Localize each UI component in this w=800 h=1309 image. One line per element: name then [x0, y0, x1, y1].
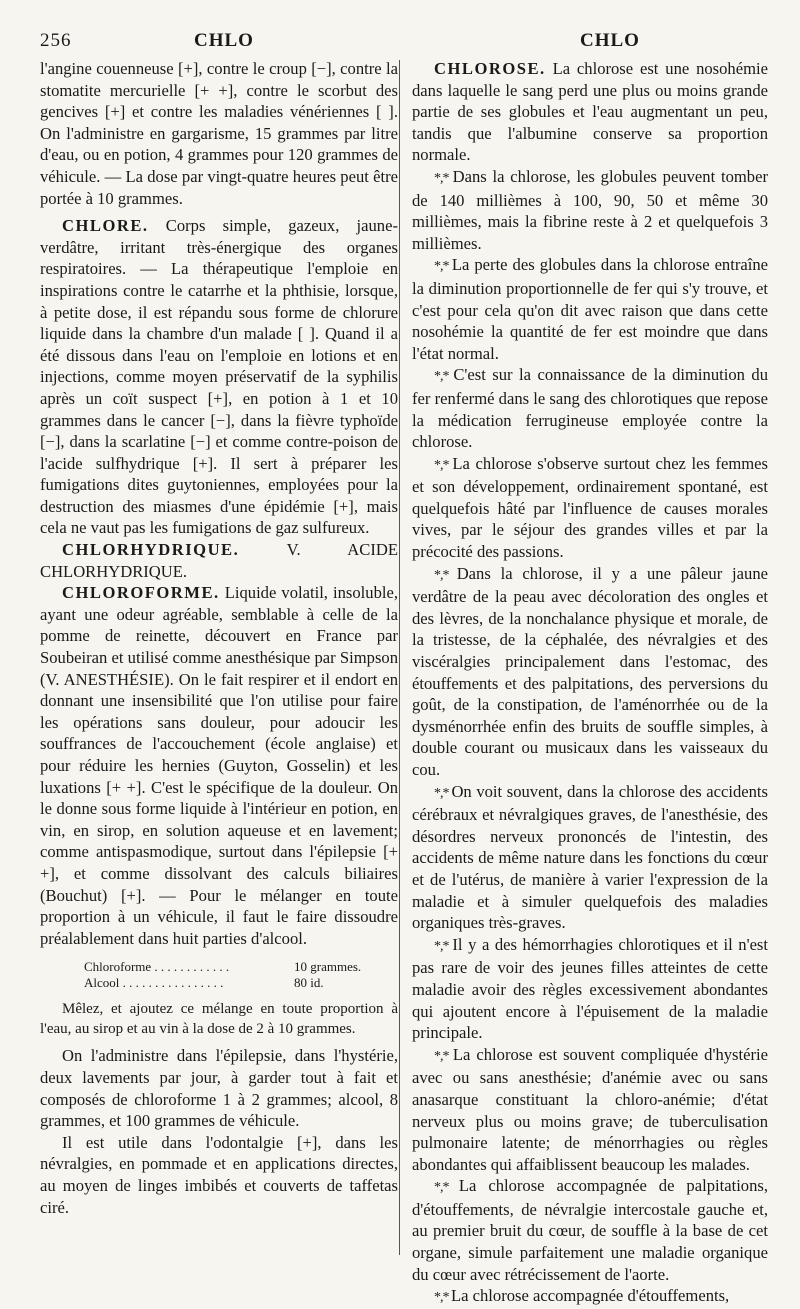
asterism-icon: *,* [434, 1048, 453, 1064]
asterism-icon: *,* [434, 785, 452, 801]
paragraph-text: Il y a des hémorrhagies chlorotiques et il n'est pas rare de voir des jeunes filles atteintes de cette maladie avoir des règles excessivement abondantes qui ajoutent encore à l'épuisement de la maladie principale. [412, 934, 769, 1043]
entry-heading: CHLORE. [62, 216, 149, 236]
paragraph-text: Dans la chlorose, il y a une pâleur jaune verdâtre de la peau avec décoloration des ongles et des lèvres, de la nonchalance physique et morale, de la tristesse, de la céphalée, des névralgies et des viscéralgies principalement dans l'estomac, des étouffements et des palpitations, des perversions du goût, de la constipation, de l'aménorrhée ou de la dysménorrhée enfin des bruits de souffle simples, à double courant ou musicaux dans les vaisseaux du cou. [412, 563, 768, 779]
entry-heading: CHLOROFORME. [62, 583, 220, 603]
recipe-quantity: 10 grammes. [294, 959, 362, 975]
paragraph-text: On voit souvent, dans la chlorose des accidents cérébraux et névralgiques graves, de l'anesthésie, des désordres nerveux prononcés de l'intestin, des accidents de même nature dans les fonctions du cœur et de l'utérus, de manière à varier l'expression de la maladie et à simuler quelquefois des maladies organiques très-graves. [412, 781, 768, 933]
column-divider [399, 60, 400, 1255]
recipe-instructions: Mêlez, et ajoutez ce mélange en toute proportion à l'eau, au sirop et au vin à la dose de 2 à 10 grammes. [40, 1001, 398, 1038]
entry-chlorose [412, 58, 768, 166]
entry-heading: CHLOROSE. [434, 59, 546, 78]
chlorose-paragraph [412, 781, 768, 934]
chlorose-paragraph [412, 934, 768, 1044]
asterism-icon: *,* [434, 1290, 451, 1306]
recipe-line [84, 975, 398, 991]
paragraph-text: La chlorose accompagnée d'étouffements, [451, 1286, 730, 1306]
chlorose-paragraph [412, 1175, 768, 1285]
page-header [0, 30, 800, 60]
asterism-icon: *,* [434, 170, 453, 186]
page-number: 256 [40, 30, 72, 51]
entry-heading: CHLORHYDRIQUE. [62, 540, 240, 560]
entry-body: V. ACIDE CHLORHYDRIQUE. [40, 540, 398, 581]
paragraph: On l'administre dans l'épilepsie, dans l'hystérie, deux lavements par jour, à garder tout à fait et composés de chloroforme 1 à 2 grammes; alcool, 8 grammes, et 100 grammes de véhicule. [40, 1046, 398, 1131]
right-column [412, 58, 768, 1309]
asterism-icon: *,* [434, 369, 454, 385]
entry-body: La chlorose est une nosohémie dans laquelle le sang perd une plus ou moins grande partie de ses globules et l'eau augmentant un peu, tandis que l'albumine conserve sa proportion normale. [412, 59, 768, 165]
asterism-icon: *,* [434, 259, 452, 275]
chlorose-paragraph [412, 254, 768, 364]
entry-chloroforme [40, 582, 398, 949]
chlorose-paragraph [412, 1285, 768, 1309]
paragraph-text: La chlorose est souvent compliquée d'hystérie avec ou sans anesthésie; d'anémie avec ou sans anasarque constituant la chloro-anémie; d'état nerveux plus ou moins grave; de tuberculisation pulmonaire latente; de ménorrhagies ou règles abondantes qui affaiblissent beaucoup les malades. [412, 1044, 768, 1174]
left-column [40, 58, 398, 1218]
entry-chlore [40, 215, 398, 539]
entry-body: Corps simple, gazeux, jaune-verdâtre, irritant très-énergique des organes respiratoires. — La thérapeutique l'emploie en inspirations contre le catarrhe et la phthisie, lorsque, à petite dose, il est répandu sous forme de chlorure liquide dans la chambre d'un malade [ ]. Quand il a été dissous dans l'eau on l'emploie en lotions et en injections, comme moyen préservatif de la syphilis après un coït suspect [+], en potion à 1 et 10 grammes dans le cancer [−], dans la fièvre typhoïde [−], dans la scarlatine [−] et comme contre-poison de l'acide sulfhydrique [+]. Il sert à préparer les fumigations dites guytoniennes, employées pour la destruction des miasmes d'une épidémie [+], mais cela ne vaut pas les fumigations de gaz sulfureux. [40, 216, 398, 538]
asterism-icon: *,* [434, 938, 453, 954]
recipe-line [84, 959, 398, 975]
paragraph-text: C'est sur la connaissance de la diminution du fer renfermé dans le sang des chlorotiques que repose la médication ferrugineuse employée contre la chlorose. [412, 365, 768, 452]
paragraph-text: La perte des globules dans la chlorose entraîne la diminution proportionnelle de fer qui s'y trouve, et c'est pour cela qu'on dit avec raison que dans cette nosohémie la quantité de fer est moindre que dans l'état normal. [412, 255, 768, 363]
chlorose-paragraph [412, 364, 768, 452]
paragraph-text: Dans la chlorose, les globules peuvent tomber de 140 millièmes à 100, 90, 50 et même 30 millièmes, mais la fibrine reste à 2 et quelquefois 3 millièmes. [412, 166, 768, 253]
chlorose-paragraph [412, 1044, 768, 1176]
recipe-table [84, 959, 398, 991]
left-running-head: CHLO [194, 30, 254, 51]
chlorose-paragraph [412, 453, 768, 563]
chlorose-paragraph [412, 166, 768, 254]
chlorose-paragraph [412, 563, 768, 781]
paragraph: Il est utile dans l'odontalgie [+], dans les névralgies, en pommade et en applications directes, au moyen de linges imbibés et couverts de taffetas ciré. [40, 1132, 398, 1217]
recipe-quantity: 80 id. [294, 975, 324, 991]
chlorose-paragraphs [412, 166, 768, 1309]
asterism-icon: *,* [434, 567, 457, 583]
paragraph-text: La chlorose s'observe surtout chez les femmes et son développement, ordinairement spontané, est quelquefois hâté par l'influence de causes morales vives, par le séjour des grandes villes et par la précocité des passions. [412, 453, 769, 562]
asterism-icon: *,* [434, 457, 453, 473]
paragraph-continued: l'angine couenneuse [+], contre le croup [−], contre la stomatite mercurielle [+ +], contre le scorbut des gencives [+] et contre les maladies vénériennes [ ]. On l'administre en gargarisme, 15 grammes par litre d'eau, ou en potion, 4 grammes pour 120 grammes de véhicule. — La dose par vingt-quatre heures peut être portée à 10 grammes. [40, 59, 398, 208]
entry-body: Liquide volatil, insoluble, ayant une odeur agréable, semblable à celle de la pomme de reinette, découvert en France par Soubeiran et utilisé comme anesthésique par Simpson (V. ANESTHÉSIE). On le fait respirer et il endort en donnant une insensibilité que l'on utilise pour faire les opérations sans douleur, pour adoucir les souffrances de l'accouchement (école anglaise) et pour réduire les hernies (Guyton, Gosselin) et les luxations [+ +]. C'est le spécifique de la douleur. On le donne sous forme liquide à l'intérieur en potion, en vin, en sirop, en solution aqueuse et en lavement; comme antispasmodique, surtout dans l'épilepsie [+ +], et comme dissolvant des calculs biliaires (Bouchut) [+]. — Pour le mélanger en toute proportion à un véhicule, il faut le faire dissoudre préalablement dans huit parties d'alcool. [40, 583, 398, 948]
entry-chlorhydrique [40, 539, 398, 582]
asterism-icon: *,* [434, 1180, 459, 1196]
recipe-ingredient: Chloroforme . . . . . . . . . . . . [84, 959, 230, 975]
right-running-head: CHLO [580, 30, 640, 51]
recipe-ingredient: Alcool . . . . . . . . . . . . . . . . [84, 975, 224, 991]
paragraph-text: La chlorose accompagnée de palpitations, d'étouffements, de névralgie intercostale gauche et, au premier bruit du cœur, de souffle à la base de cet organe, simule parfaitement une maladie organique du cœur avec rétrécissement de l'aorte. [412, 1176, 769, 1284]
